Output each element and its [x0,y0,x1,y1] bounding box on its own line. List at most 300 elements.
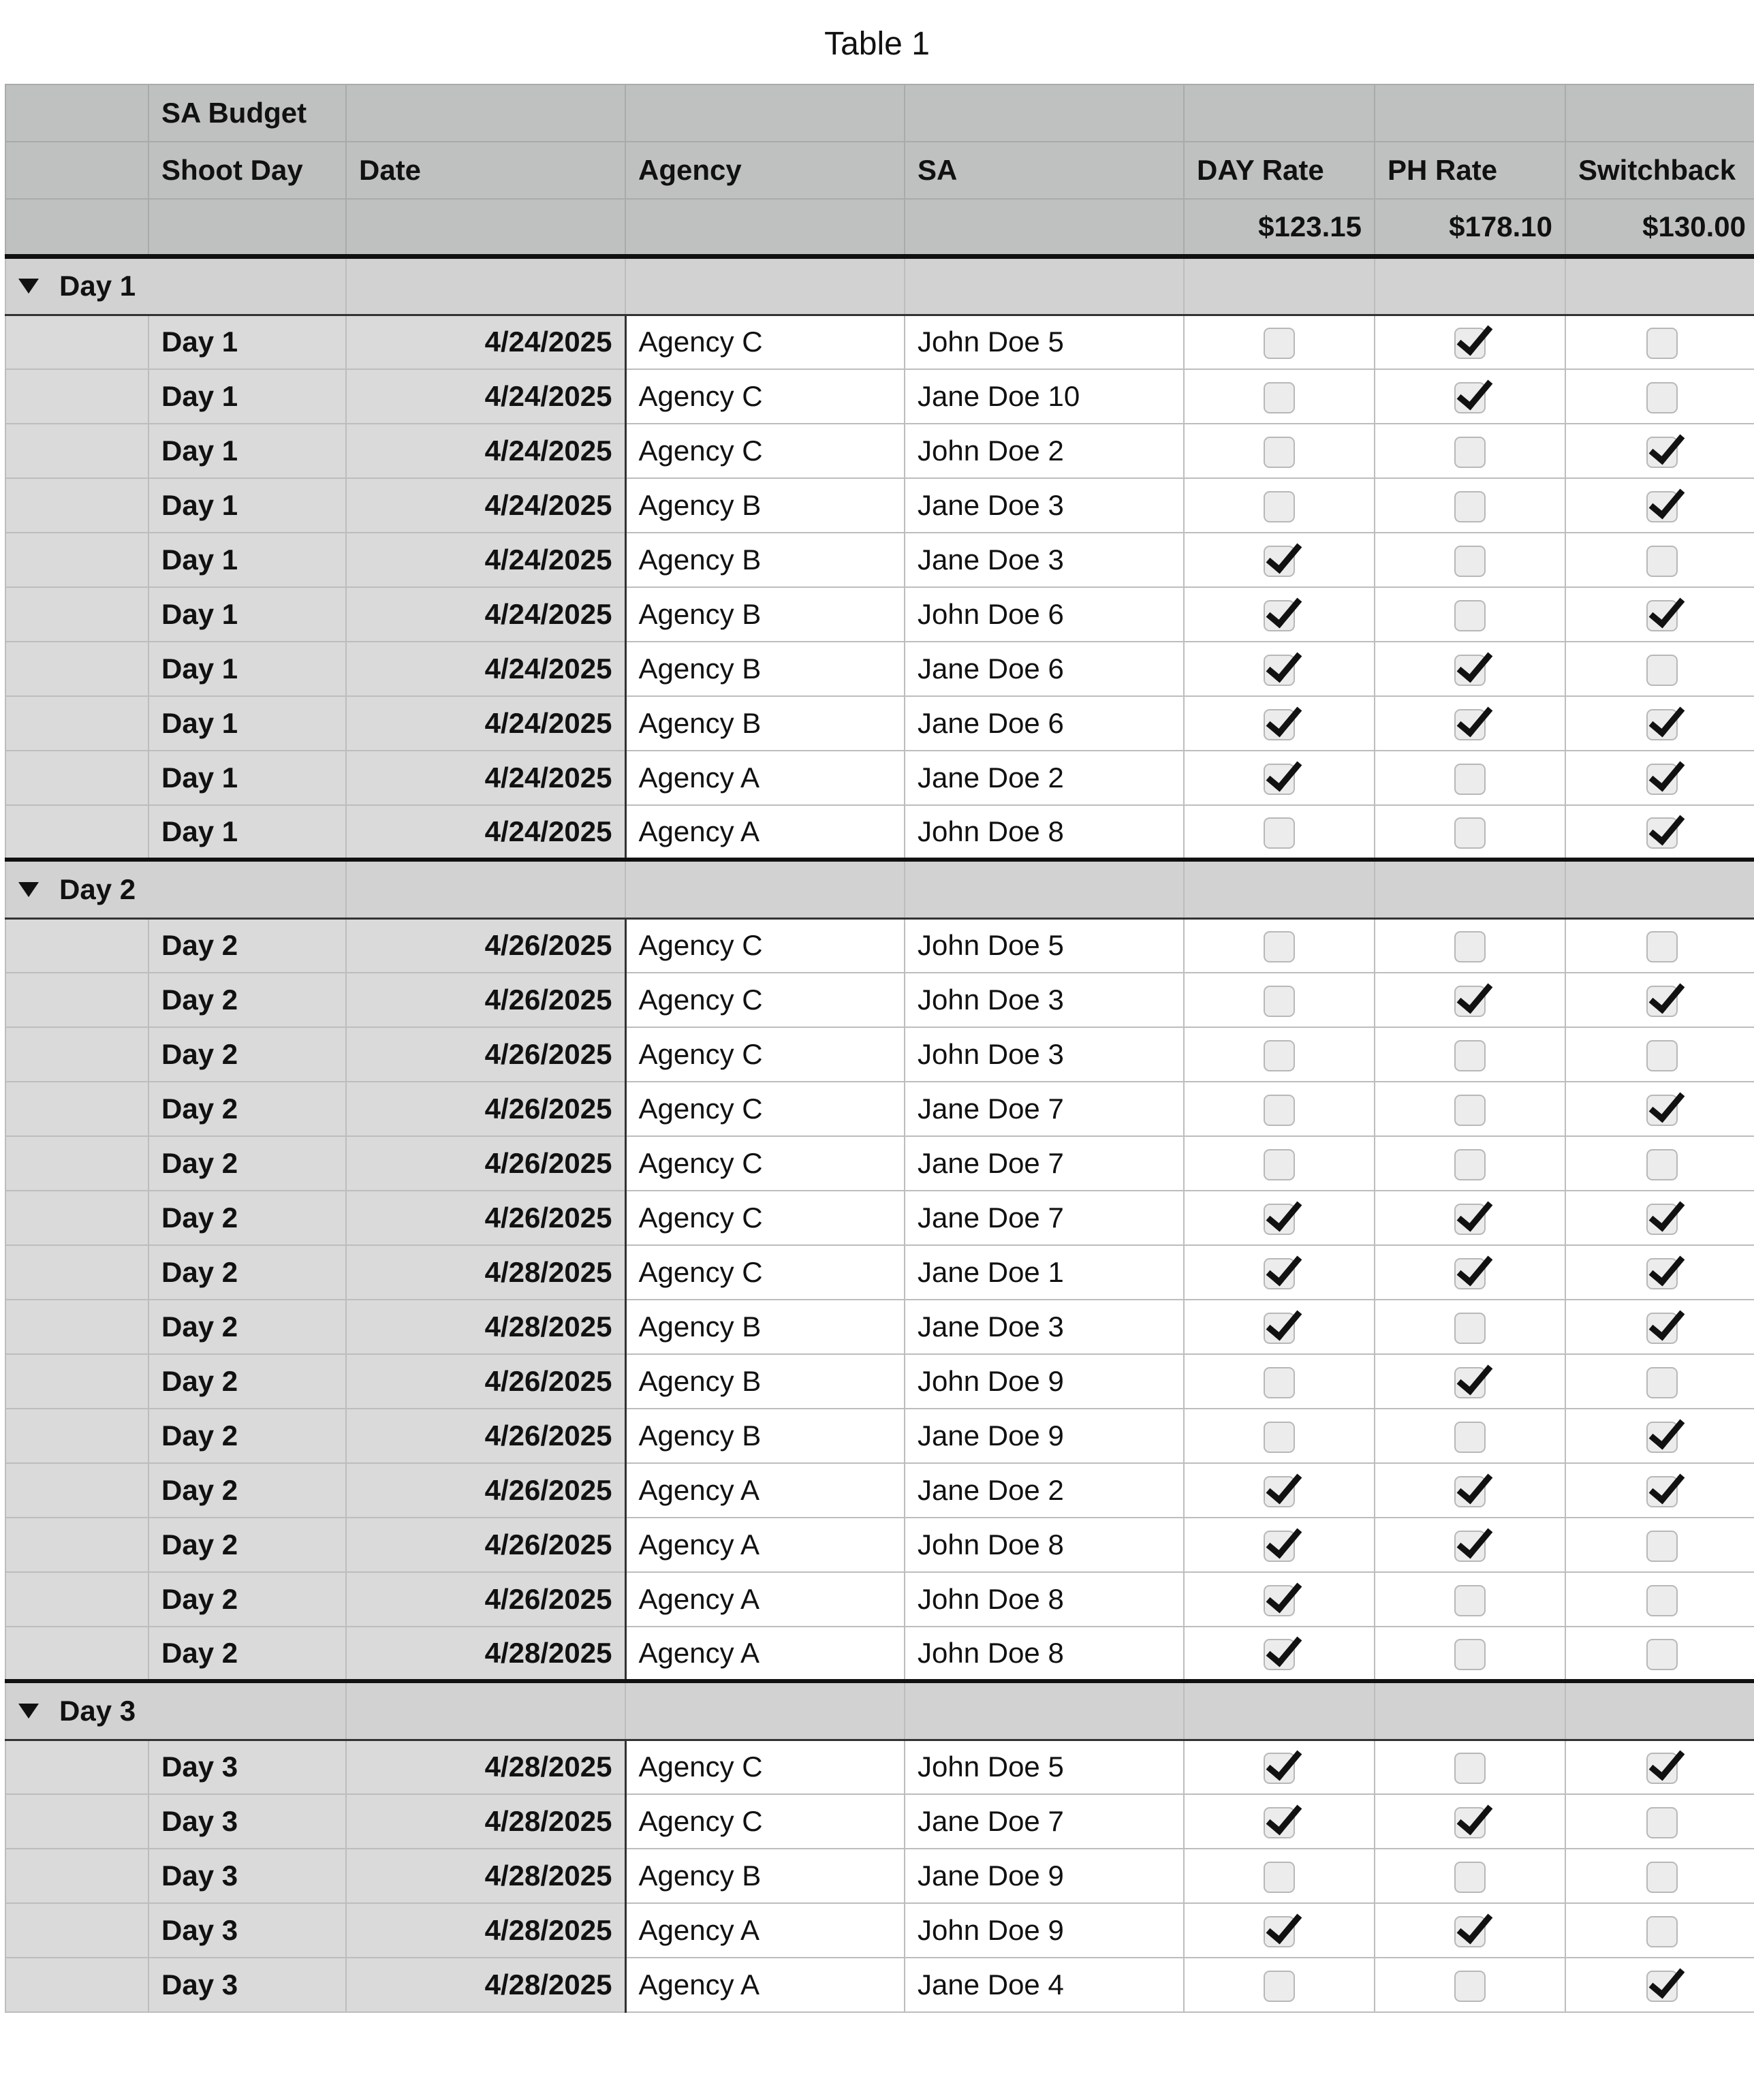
date-cell[interactable]: 4/28/2025 [346,1903,625,1958]
ph-rate-checkbox[interactable] [1454,1971,1486,2002]
agency-cell[interactable]: Agency A [625,1463,905,1518]
row-handle-cell[interactable] [5,369,148,424]
date-cell[interactable]: 4/24/2025 [346,424,625,478]
table-row [5,587,1754,642]
ph-rate-checkbox[interactable] [1454,817,1486,849]
switchback-cell [1565,642,1754,696]
switchback-checkbox[interactable] [1646,1531,1678,1562]
agency-cell[interactable]: Agency C [625,1136,905,1191]
agency-cell[interactable]: Agency B [625,1849,905,1903]
day-rate-cell [1184,1463,1375,1518]
agency-cell[interactable]: Agency B [625,1409,905,1463]
agency-cell[interactable]: Agency B [625,478,905,533]
row-handle-cell[interactable] [5,973,148,1027]
row-handle-cell[interactable] [5,1136,148,1191]
row-handle-cell[interactable] [5,1463,148,1518]
day-rate-checkbox[interactable] [1264,1807,1295,1838]
date-cell[interactable]: 4/28/2025 [346,1958,625,2012]
switchback-checkbox[interactable] [1646,1476,1678,1507]
day-rate-checkbox[interactable] [1264,1149,1295,1180]
ph-rate-checkbox[interactable] [1454,1258,1486,1289]
agency-cell[interactable]: Agency A [625,1958,905,2012]
sa-cell[interactable]: John Doe 8 [905,1627,1184,1681]
date-cell[interactable]: 4/24/2025 [346,587,625,642]
shoot-day-cell[interactable]: Day 2 [148,1245,346,1300]
ph-rate-checkbox[interactable] [1454,437,1486,468]
day-rate-checkbox[interactable] [1264,1313,1295,1344]
date-cell[interactable]: 4/26/2025 [346,1191,625,1245]
agency-cell[interactable]: Agency A [625,1572,905,1627]
day-rate-checkbox[interactable] [1264,655,1295,686]
agency-cell[interactable]: Agency B [625,696,905,751]
header-cell-shoot-day[interactable]: SA Budget [148,84,346,142]
switchback-checkbox[interactable] [1646,1422,1678,1453]
date-cell[interactable]: 4/24/2025 [346,805,625,860]
group-empty-cell [1184,860,1375,918]
ph-rate-checkbox[interactable] [1454,600,1486,631]
row-handle-cell[interactable] [5,1191,148,1245]
date-cell[interactable]: 4/26/2025 [346,1572,625,1627]
agency-cell[interactable]: Agency C [625,973,905,1027]
sa-cell[interactable]: John Doe 9 [905,1903,1184,1958]
day-rate-checkbox[interactable] [1264,931,1295,962]
sa-cell[interactable]: Jane Doe 7 [905,1191,1184,1245]
ph-rate-checkbox[interactable] [1454,1531,1486,1562]
header-cell-row-handle[interactable] [5,142,148,199]
ph-rate-checkbox[interactable] [1454,1585,1486,1616]
sa-cell[interactable]: John Doe 3 [905,973,1184,1027]
header-cell-sa[interactable] [905,84,1184,142]
header-cell-day-rate[interactable] [1184,84,1375,142]
day-rate-checkbox[interactable] [1264,1258,1295,1289]
sa-cell[interactable]: John Doe 5 [905,918,1184,973]
sa-cell[interactable]: Jane Doe 3 [905,478,1184,533]
header-cell-day-rate[interactable]: $123.15 [1184,199,1375,256]
row-handle-cell[interactable] [5,1518,148,1572]
agency-cell[interactable]: Agency B [625,587,905,642]
date-cell[interactable]: 4/28/2025 [346,1794,625,1849]
row-handle-cell[interactable] [5,1409,148,1463]
sa-cell[interactable]: Jane Doe 2 [905,1463,1184,1518]
header-cell-switchback[interactable]: $130.00 [1565,199,1754,256]
date-cell[interactable]: 4/26/2025 [346,918,625,973]
row-handle-cell[interactable] [5,1082,148,1136]
day-rate-checkbox[interactable] [1264,1531,1295,1562]
switchback-cell [1565,1354,1754,1409]
sa-cell[interactable]: Jane Doe 4 [905,1958,1184,2012]
sa-cell[interactable]: John Doe 8 [905,805,1184,860]
row-handle-cell[interactable] [5,1958,148,2012]
agency-cell[interactable]: Agency A [625,805,905,860]
date-cell[interactable]: 4/24/2025 [346,369,625,424]
day-rate-checkbox[interactable] [1264,382,1295,413]
ph-rate-cell [1375,315,1565,369]
ph-rate-checkbox[interactable] [1454,1040,1486,1071]
ph-rate-checkbox[interactable] [1454,1149,1486,1180]
agency-cell[interactable]: Agency C [625,1245,905,1300]
date-cell[interactable]: 4/26/2025 [346,1082,625,1136]
ph-rate-checkbox[interactable] [1454,1476,1486,1507]
ph-rate-checkbox[interactable] [1454,491,1486,522]
switchback-checkbox[interactable] [1646,931,1678,962]
day-rate-cell [1184,1518,1375,1572]
date-cell[interactable]: 4/26/2025 [346,973,625,1027]
agency-cell[interactable]: Agency C [625,315,905,369]
shoot-day-cell[interactable]: Day 1 [148,533,346,587]
day-rate-checkbox[interactable] [1264,1639,1295,1670]
agency-cell[interactable]: Agency B [625,533,905,587]
header-cell-ph-rate[interactable]: PH Rate [1375,142,1565,199]
agency-cell[interactable]: Agency C [625,1740,905,1794]
header-cell-ph-rate[interactable]: $178.10 [1375,199,1565,256]
row-handle-cell[interactable] [5,587,148,642]
table-row [5,1409,1754,1463]
ph-rate-checkbox[interactable] [1454,1753,1486,1784]
shoot-day-cell[interactable]: Day 2 [148,1463,346,1518]
day-rate-cell [1184,1627,1375,1681]
day-rate-checkbox[interactable] [1264,1095,1295,1126]
switchback-cell [1565,587,1754,642]
shoot-day-cell[interactable]: Day 2 [148,1191,346,1245]
switchback-checkbox[interactable] [1646,1862,1678,1893]
table-row [5,1300,1754,1354]
group-header-row[interactable] [5,256,1754,315]
agency-cell[interactable]: Agency C [625,424,905,478]
switchback-checkbox[interactable] [1646,1367,1678,1398]
day-rate-checkbox[interactable] [1264,1204,1295,1235]
day-rate-checkbox[interactable] [1264,1040,1295,1071]
group-name: Day 1 [59,270,136,302]
switchback-checkbox[interactable] [1646,655,1678,686]
sa-cell[interactable]: John Doe 5 [905,1740,1184,1794]
row-handle-cell[interactable] [5,805,148,860]
header-cell-row-handle[interactable] [5,199,148,256]
sa-cell[interactable]: John Doe 5 [905,315,1184,369]
ph-rate-checkbox[interactable] [1454,655,1486,686]
date-cell[interactable]: 4/28/2025 [346,1300,625,1354]
header-cell-date[interactable]: Date [346,142,625,199]
day-rate-checkbox[interactable] [1264,1971,1295,2002]
day-rate-checkbox[interactable] [1264,600,1295,631]
header-cell-shoot-day[interactable]: Shoot Day [148,142,346,199]
sa-cell[interactable]: John Doe 3 [905,1027,1184,1082]
day-rate-checkbox[interactable] [1264,764,1295,795]
shoot-day-cell[interactable]: Day 1 [148,315,346,369]
date-cell[interactable]: 4/26/2025 [346,1463,625,1518]
group-header-row[interactable] [5,1681,1754,1740]
ph-rate-cell [1375,1518,1565,1572]
shoot-day-cell[interactable]: Day 2 [148,1409,346,1463]
date-cell[interactable]: 4/28/2025 [346,1245,625,1300]
shoot-day-cell[interactable]: Day 3 [148,1740,346,1794]
day-rate-checkbox[interactable] [1264,1753,1295,1784]
ph-rate-checkbox[interactable] [1454,986,1486,1017]
shoot-day-cell[interactable]: Day 2 [148,918,346,973]
shoot-day-cell[interactable]: Day 2 [148,1627,346,1681]
sa-cell[interactable]: John Doe 2 [905,424,1184,478]
sa-cell[interactable]: John Doe 6 [905,587,1184,642]
switchback-checkbox[interactable] [1646,1149,1678,1180]
header-cell-sa[interactable]: SA [905,142,1184,199]
row-handle-cell[interactable] [5,1354,148,1409]
date-cell[interactable]: 4/24/2025 [346,533,625,587]
day-rate-checkbox[interactable] [1264,709,1295,740]
day-rate-checkbox[interactable] [1264,1862,1295,1893]
day-rate-checkbox[interactable] [1264,1916,1295,1947]
switchback-checkbox[interactable] [1646,1971,1678,2002]
ph-rate-checkbox[interactable] [1454,1204,1486,1235]
ph-rate-checkbox[interactable] [1454,1862,1486,1893]
date-cell[interactable]: 4/24/2025 [346,751,625,805]
switchback-cell [1565,424,1754,478]
row-handle-cell[interactable] [5,533,148,587]
shoot-day-cell[interactable]: Day 1 [148,478,346,533]
sa-cell[interactable]: Jane Doe 10 [905,369,1184,424]
sa-cell[interactable]: Jane Doe 3 [905,1300,1184,1354]
row-handle-cell[interactable] [5,1794,148,1849]
date-cell[interactable]: 4/26/2025 [346,1518,625,1572]
header-cell-agency[interactable] [625,199,905,256]
row-handle-cell[interactable] [5,1572,148,1627]
header-cell-date[interactable] [346,199,625,256]
day-rate-checkbox[interactable] [1264,1585,1295,1616]
shoot-day-cell[interactable]: Day 2 [148,1518,346,1572]
sa-cell[interactable]: Jane Doe 7 [905,1136,1184,1191]
shoot-day-cell[interactable]: Day 1 [148,587,346,642]
header-cell-switchback[interactable]: Switchback [1565,142,1754,199]
disclosure-triangle-icon[interactable] [18,882,39,897]
group-empty-cell [905,1681,1184,1740]
day-rate-checkbox[interactable] [1264,546,1295,577]
ph-rate-checkbox[interactable] [1454,1639,1486,1670]
sa-cell[interactable]: John Doe 8 [905,1518,1184,1572]
ph-rate-cell [1375,369,1565,424]
sa-cell[interactable]: Jane Doe 6 [905,696,1184,751]
day-rate-checkbox[interactable] [1264,491,1295,522]
table-row [5,1849,1754,1903]
agency-cell[interactable]: Agency C [625,1191,905,1245]
sa-cell[interactable]: Jane Doe 2 [905,751,1184,805]
header-cell-agency[interactable] [625,84,905,142]
header-cell-sa[interactable] [905,199,1184,256]
sa-cell[interactable]: Jane Doe 3 [905,533,1184,587]
shoot-day-cell[interactable]: Day 1 [148,696,346,751]
row-handle-cell[interactable] [5,424,148,478]
ph-rate-cell [1375,1849,1565,1903]
row-handle-cell[interactable] [5,1300,148,1354]
shoot-day-cell[interactable]: Day 1 [148,424,346,478]
switchback-checkbox[interactable] [1646,1258,1678,1289]
switchback-checkbox[interactable] [1646,1916,1678,1947]
ph-rate-cell [1375,1300,1565,1354]
switchback-checkbox[interactable] [1646,1807,1678,1838]
header-cell-date[interactable] [346,84,625,142]
shoot-day-cell[interactable]: Day 2 [148,1354,346,1409]
switchback-checkbox[interactable] [1646,986,1678,1017]
row-handle-cell[interactable] [5,751,148,805]
row-handle-cell[interactable] [5,315,148,369]
sa-cell[interactable]: Jane Doe 1 [905,1245,1184,1300]
row-handle-cell[interactable] [5,918,148,973]
row-handle-cell[interactable] [5,1245,148,1300]
ph-rate-checkbox[interactable] [1454,1367,1486,1398]
shoot-day-cell[interactable]: Day 1 [148,751,346,805]
shoot-day-cell[interactable]: Day 2 [148,1027,346,1082]
ph-rate-cell [1375,1627,1565,1681]
shoot-day-cell[interactable]: Day 3 [148,1849,346,1903]
switchback-checkbox[interactable] [1646,382,1678,413]
sa-cell[interactable]: Jane Doe 6 [905,642,1184,696]
shoot-day-cell[interactable]: Day 2 [148,1082,346,1136]
agency-cell[interactable]: Agency A [625,1518,905,1572]
agency-cell[interactable]: Agency C [625,369,905,424]
day-rate-checkbox[interactable] [1264,986,1295,1017]
ph-rate-checkbox[interactable] [1454,931,1486,962]
ph-rate-checkbox[interactable] [1454,1916,1486,1947]
sa-cell[interactable]: Jane Doe 9 [905,1849,1184,1903]
sa-cell[interactable]: Jane Doe 9 [905,1409,1184,1463]
shoot-day-cell[interactable]: Day 2 [148,1572,346,1627]
switchback-checkbox[interactable] [1646,1313,1678,1344]
switchback-checkbox[interactable] [1646,817,1678,849]
date-cell[interactable]: 4/24/2025 [346,642,625,696]
switchback-checkbox[interactable] [1646,764,1678,795]
ph-rate-checkbox[interactable] [1454,709,1486,740]
date-cell[interactable]: 4/28/2025 [346,1627,625,1681]
group-label[interactable] [5,860,346,918]
ph-rate-checkbox[interactable] [1454,382,1486,413]
group-empty-cell [1375,256,1565,315]
switchback-checkbox[interactable] [1646,1639,1678,1670]
group-header-row[interactable] [5,860,1754,918]
ph-rate-checkbox[interactable] [1454,1807,1486,1838]
shoot-day-cell[interactable]: Day 1 [148,369,346,424]
switchback-checkbox[interactable] [1646,1753,1678,1784]
shoot-day-cell[interactable]: Day 2 [148,1300,346,1354]
switchback-checkbox[interactable] [1646,546,1678,577]
date-cell[interactable]: 4/24/2025 [346,696,625,751]
row-handle-cell[interactable] [5,1849,148,1903]
date-cell[interactable]: 4/28/2025 [346,1849,625,1903]
sa-cell[interactable]: John Doe 9 [905,1354,1184,1409]
switchback-checkbox[interactable] [1646,437,1678,468]
ph-rate-cell [1375,1903,1565,1958]
group-empty-cell [905,256,1184,315]
group-label[interactable] [5,256,346,315]
switchback-checkbox[interactable] [1646,1204,1678,1235]
sa-cell[interactable]: Jane Doe 7 [905,1082,1184,1136]
table-row [5,369,1754,424]
day-rate-checkbox[interactable] [1264,1367,1295,1398]
switchback-cell [1565,751,1754,805]
day-rate-checkbox[interactable] [1264,437,1295,468]
group-empty-cell [1184,256,1375,315]
ph-rate-cell [1375,587,1565,642]
group-empty-cell [346,860,625,918]
sa-cell[interactable]: John Doe 8 [905,1572,1184,1627]
agency-cell[interactable]: Agency A [625,1627,905,1681]
date-cell[interactable]: 4/24/2025 [346,315,625,369]
disclosure-triangle-icon[interactable] [18,1704,39,1719]
ph-rate-checkbox[interactable] [1454,1422,1486,1453]
row-handle-cell[interactable] [5,1740,148,1794]
ph-rate-checkbox[interactable] [1454,1313,1486,1344]
shoot-day-cell[interactable]: Day 2 [148,1136,346,1191]
day-rate-checkbox[interactable] [1264,1422,1295,1453]
agency-cell[interactable]: Agency B [625,642,905,696]
row-handle-cell[interactable] [5,696,148,751]
group-label[interactable] [5,1681,346,1740]
row-handle-cell[interactable] [5,1027,148,1082]
agency-cell[interactable]: Agency B [625,1354,905,1409]
date-cell[interactable]: 4/26/2025 [346,1027,625,1082]
shoot-day-cell[interactable]: Day 1 [148,805,346,860]
group-empty-cell [625,256,905,315]
switchback-checkbox[interactable] [1646,1095,1678,1126]
day-rate-checkbox[interactable] [1264,1476,1295,1507]
row-handle-cell[interactable] [5,642,148,696]
agency-cell[interactable]: Agency C [625,1082,905,1136]
header-cell-day-rate[interactable]: DAY Rate [1184,142,1375,199]
agency-cell[interactable]: Agency C [625,1027,905,1082]
switchback-cell [1565,1572,1754,1627]
ph-rate-checkbox[interactable] [1454,764,1486,795]
switchback-checkbox[interactable] [1646,600,1678,631]
row-handle-cell[interactable] [5,1903,148,1958]
agency-cell[interactable]: Agency C [625,1794,905,1849]
shoot-day-cell[interactable]: Day 2 [148,973,346,1027]
shoot-day-cell[interactable]: Day 3 [148,1958,346,2012]
switchback-checkbox[interactable] [1646,328,1678,359]
ph-rate-checkbox[interactable] [1454,328,1486,359]
header-cell-switchback[interactable] [1565,84,1754,142]
switchback-checkbox[interactable] [1646,491,1678,522]
day-rate-checkbox[interactable] [1264,328,1295,359]
day-rate-cell [1184,1958,1375,2012]
row-handle-cell[interactable] [5,1627,148,1681]
header-cell-row-handle[interactable] [5,84,148,142]
header-cell-ph-rate[interactable] [1375,84,1565,142]
day-rate-cell [1184,1903,1375,1958]
date-cell[interactable]: 4/28/2025 [346,1740,625,1794]
date-cell[interactable]: 4/26/2025 [346,1136,625,1191]
ph-rate-checkbox[interactable] [1454,546,1486,577]
disclosure-triangle-icon[interactable] [18,279,39,294]
header-cell-agency[interactable]: Agency [625,142,905,199]
agency-cell[interactable]: Agency A [625,1903,905,1958]
shoot-day-cell[interactable]: Day 3 [148,1794,346,1849]
day-rate-checkbox[interactable] [1264,817,1295,849]
agency-cell[interactable]: Agency A [625,751,905,805]
row-handle-cell[interactable] [5,478,148,533]
ph-rate-cell [1375,805,1565,860]
date-cell[interactable]: 4/26/2025 [346,1409,625,1463]
agency-cell[interactable]: Agency B [625,1300,905,1354]
date-cell[interactable]: 4/26/2025 [346,1354,625,1409]
shoot-day-cell[interactable]: Day 1 [148,642,346,696]
table-row [5,533,1754,587]
ph-rate-checkbox[interactable] [1454,1095,1486,1126]
sa-cell[interactable]: Jane Doe 7 [905,1794,1184,1849]
header-cell-shoot-day[interactable] [148,199,346,256]
date-cell[interactable]: 4/24/2025 [346,478,625,533]
shoot-day-cell[interactable]: Day 3 [148,1903,346,1958]
switchback-checkbox[interactable] [1646,1585,1678,1616]
switchback-checkbox[interactable] [1646,709,1678,740]
switchback-checkbox[interactable] [1646,1040,1678,1071]
agency-cell[interactable]: Agency C [625,918,905,973]
group-empty-cell [905,860,1184,918]
